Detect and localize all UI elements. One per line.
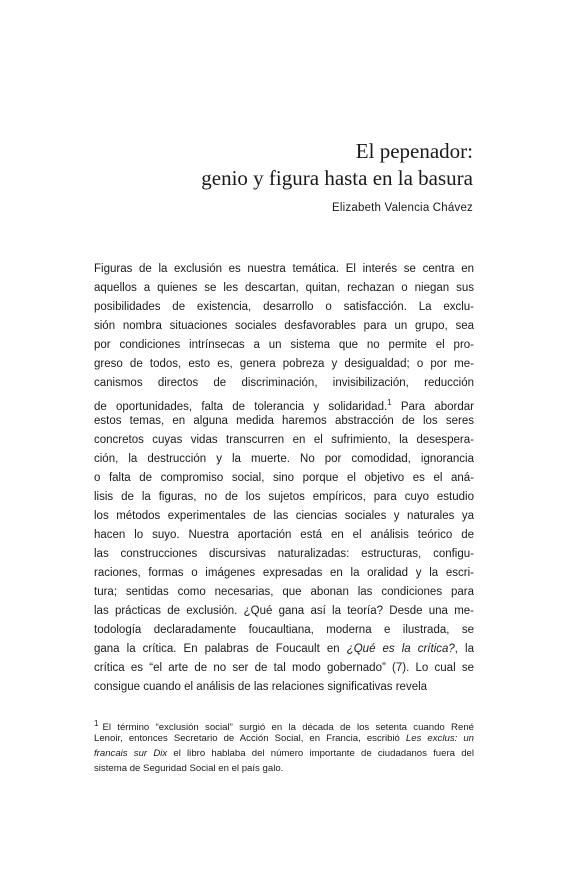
footnote-book-title: francais sur Dix bbox=[94, 748, 168, 759]
body-line: aquellos a quienes se les descartan, quitan, rechazan o niegan sus bbox=[94, 282, 474, 294]
body-line: sión nombra situaciones sociales desfavorables para un grupo, sea bbox=[94, 320, 474, 332]
title-line-1: El pepenador: bbox=[355, 139, 473, 163]
body-line-with-italic bbox=[94, 640, 474, 659]
body-line-with-note bbox=[94, 393, 474, 412]
body-line: todología declaradamente foucaultiana, moderna e ilustrada, se bbox=[94, 624, 474, 636]
body-line: las prácticas de exclusión. ¿Qué gana así la teoría? Desde una me- bbox=[94, 605, 474, 617]
body-line: las construcciones discursivas naturalizadas: estructuras, configu- bbox=[94, 548, 474, 560]
title-line-2: genio y figura hasta en la basura bbox=[201, 166, 473, 190]
body-paragraph bbox=[94, 260, 474, 697]
body-line: canismos directos de discriminación, invisibilización, reducción bbox=[94, 377, 474, 389]
footnote-text: El término “exclusión social” surgió en la década de los setenta cuando René bbox=[102, 722, 474, 734]
body-line: consigue cuando el análisis de las relaciones significativas revela bbox=[94, 681, 428, 693]
body-line: posibilidades de existencia, desarrollo o satisfacción. La exclu- bbox=[94, 301, 474, 313]
body-line: estos temas, en alguna medida haremos abstracción de los seres bbox=[94, 415, 474, 427]
footnote-number: 1 bbox=[94, 719, 99, 728]
footnote-line bbox=[94, 731, 474, 746]
body-line: lisis de la figuras, no de los sujetos empíricos, para cuyo estudio bbox=[94, 491, 474, 503]
body-line: los métodos experimentales de las ciencias sociales y naturales ya bbox=[94, 510, 474, 522]
footnote-reference[interactable]: 1 bbox=[387, 398, 392, 407]
author-name: Elizabeth Valencia Chávez bbox=[332, 202, 473, 214]
body-line: raciones, formas o imágenes expresadas en la oralidad y la escri- bbox=[94, 567, 474, 579]
body-line: crítica es “el arte de no ser de tal modo gobernado” (7). Lo cual se bbox=[94, 662, 474, 674]
body-line-text: de oportunidades, falta de tolerancia y solidaridad. bbox=[94, 400, 388, 413]
italic-title: ¿Qué es la crítica? bbox=[346, 643, 455, 655]
body-line-tail: Para abordar bbox=[391, 400, 474, 413]
body-line: greso de todos, esto es, genera pobreza y desigualdad; o por me- bbox=[94, 358, 474, 370]
body-line: por condiciones intrínsecas a un sistema que no permite el pro- bbox=[94, 339, 474, 351]
footnote-line: sistema de Seguridad Social en el país galo. bbox=[94, 763, 284, 774]
footnote bbox=[94, 716, 474, 776]
body-line: ción, la destrucción y la muerte. No por comodidad, ignorancia bbox=[94, 453, 474, 465]
body-line-tail: , la bbox=[454, 643, 474, 655]
chapter-title bbox=[201, 138, 473, 192]
footnote-book-title: Les exclus: un bbox=[405, 733, 474, 744]
body-line: Figuras de la exclusión es nuestra temática. El interés se centra en bbox=[94, 263, 474, 275]
footnote-line bbox=[94, 746, 474, 761]
body-line: hacen lo suyo. Nuestra aportación está en el análisis teórico de bbox=[94, 529, 474, 541]
body-line: tura; sentidas como necesarias, que abonan las condiciones para bbox=[94, 586, 474, 598]
body-line: concretos cuyas vidas transcurren en el sufrimiento, la desespera- bbox=[94, 434, 474, 446]
body-line: o falta de compromiso social, sino porque el objetivo es el aná- bbox=[94, 472, 474, 484]
footnote-line bbox=[94, 716, 474, 734]
footnote-text: Lenoir, entonces Secretario de Acción Social, en Francia, escribió bbox=[94, 733, 406, 744]
body-line-text: gana la crítica. En palabras de Foucault en bbox=[94, 643, 347, 655]
footnote-text: el libro hablaba del número importante de ciudadanos fuera del bbox=[167, 748, 475, 759]
